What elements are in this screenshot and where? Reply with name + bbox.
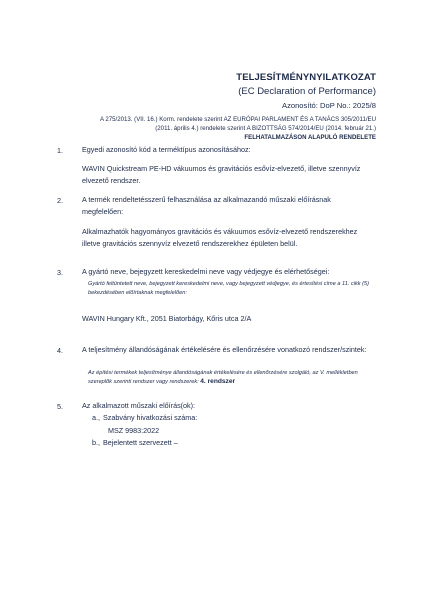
section-5-item-b-text: Bejelentett szervezett – bbox=[103, 438, 178, 447]
section-5-standard-number: MSZ 9983:2022 bbox=[108, 426, 160, 435]
section-1-body: WAVIN Quickstream PE-HD vákuumos és gravitációs esővíz-elvezető, illetve szennyvíz elvezető rendszer. bbox=[82, 164, 361, 185]
section-4-note bbox=[88, 369, 378, 386]
section-3-note: Gyártó feltüntetett neve, bejegyzett kereskedelmi neve, vagy bejegyzett védjegye, és értesítési címe a 11. cikk (5) bekezdésében előírtaknak megfelelően: bbox=[88, 281, 369, 296]
regulation-line-3: FELHATALMAZÁSON ALAPULÓ RENDELETE bbox=[244, 134, 376, 141]
section-5-item-a bbox=[92, 413, 197, 422]
regulation-line-1: A 275/2013. (VII. 16.) Korm. rendelete szerint AZ EURÓPAI PARLAMENT ÉS A TANÁCS 305/2011/EU bbox=[99, 116, 376, 123]
document-subtitle: (EC Declaration of Performance) bbox=[238, 86, 376, 97]
section-5-item-b-marker: b., bbox=[92, 438, 100, 447]
section-4-note-text: Az építési termékek teljesítménye állandóságának értékelésére és ellenőrzésére szolgáló, az V. mellékletben szereplők szerinti rendszer vagy rendszerek: bbox=[88, 370, 358, 385]
regulation-line-2: (2011. április 4.) rendelete szerint A BIZOTTSÁG 574/2014/EU (2014. február 21.) bbox=[155, 125, 376, 132]
section-4-heading: A teljesítmény állandóságának értékelésére és ellenőrzésére vonatkozó rendszer/szintek: bbox=[82, 345, 367, 354]
section-3-body: WAVIN Hungary Kft., 2051 Biatorbágy, Kőris utca 2/A bbox=[82, 314, 252, 323]
section-1-heading: Egyedi azonosító kód a terméktípus azonosításához: bbox=[82, 145, 251, 154]
section-4-system-value: 4. rendszer bbox=[200, 377, 236, 385]
section-1-number: 1. bbox=[57, 146, 63, 155]
section-5-item-a-marker: a., bbox=[92, 413, 100, 422]
section-5-item-a-text: Szabvány hivatkozási száma: bbox=[103, 413, 198, 422]
section-5-number: 5. bbox=[57, 402, 63, 411]
section-2-number: 2. bbox=[57, 196, 63, 205]
section-5-heading: Az alkalmazott műszaki előírás(ok): bbox=[82, 401, 196, 410]
section-2-heading: A termék rendeltetésszerű felhasználása az alkalmazandó műszaki előírásnak megfelelően: bbox=[82, 195, 331, 216]
section-2-body: Alkalmazhatók hagyományos gravitációs és vákuumos esővíz-elvezető rendszerekhez illetve gravitációs szennyvíz elvezető rendszerekhez épületen belül. bbox=[82, 227, 358, 248]
section-5-item-b bbox=[92, 438, 178, 447]
dop-identifier: Azonosító: DoP No.: 2025/8 bbox=[282, 101, 376, 110]
section-4-number: 4. bbox=[57, 346, 63, 355]
section-3-number: 3. bbox=[57, 268, 63, 277]
document-title: TELJESÍTMÉNYNYILATKOZAT bbox=[236, 72, 376, 83]
section-3-heading: A gyártó neve, bejegyzett kereskedelmi neve vagy védjegye és elérhetőségei: bbox=[82, 267, 330, 276]
